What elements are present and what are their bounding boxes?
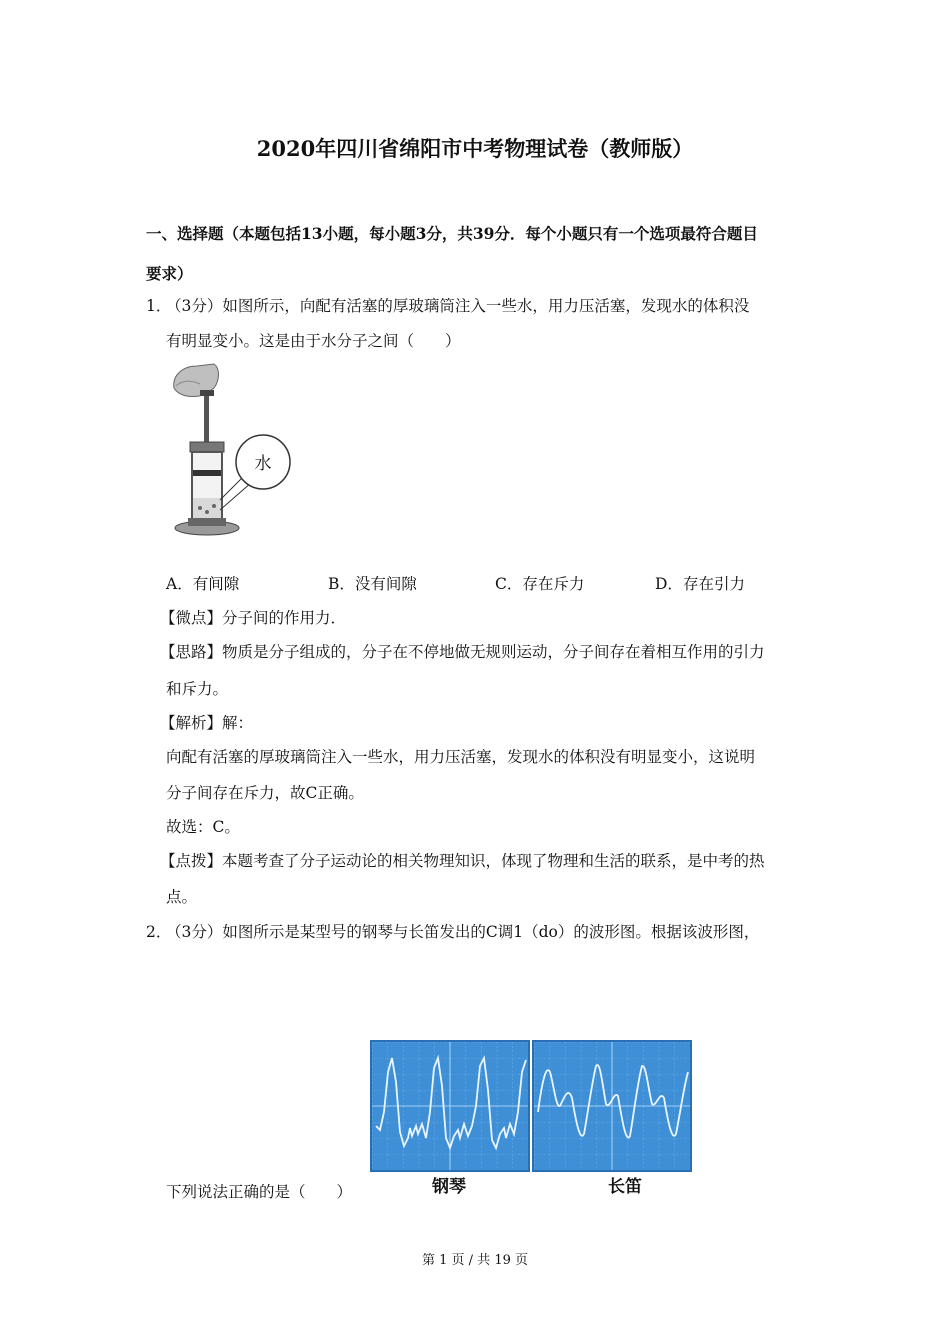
water-label: 水 [254, 454, 272, 474]
section-heading-line1: 一、选择题（本题包括13小题，每小题3分，共39分．每个小题只有一个选项最符合题目 [146, 224, 758, 243]
option-b-text: 没有间隙 [354, 575, 417, 593]
dianbo-line1: 【点拨】本题考查了分子运动论的相关物理知识，体现了物理和生活的联系，是中考的热 [160, 852, 765, 870]
jiexi-line2: 分子间存在斥力，故C正确。 [166, 784, 364, 802]
flute-waveform [534, 1042, 690, 1170]
option-d-key: D． [655, 575, 683, 593]
page-footer: 第 1 页 / 共 19 页 [422, 1253, 528, 1268]
piano-waveform [372, 1042, 528, 1170]
piano-caption: 钢琴 [432, 1177, 466, 1197]
question-2-line2: 下列说法正确的是（ ） [166, 1183, 353, 1201]
option-c [495, 572, 584, 594]
option-d [655, 572, 745, 594]
silu-line1: 【思路】物质是分子组成的，分子在不停地做无规则运动，分子间存在着相互作用的引力 [160, 643, 765, 661]
answer-choice: 故选：C。 [166, 818, 240, 836]
jiexi-line1: 向配有活塞的厚玻璃筒注入一些水，用力压活塞，发现水的体积没有明显变小，这说明 [166, 748, 756, 766]
weidian-line: 【微点】分子间的作用力． [160, 609, 347, 627]
question-1-number: 1． [146, 297, 172, 315]
question-1-line2: 有明显变小。这是由于水分子之间（ ） [166, 332, 461, 350]
flute-caption: 长笛 [608, 1177, 642, 1197]
jiexi-heading: 【解析】解： [160, 714, 254, 732]
question-1-line1: （3分）如图所示，向配有活塞的厚玻璃筒注入一些水，用力压活塞，发现水的体积没 [166, 297, 750, 315]
option-a-key: A． [166, 575, 193, 593]
piston-cylinder-figure [162, 358, 302, 540]
page-title: 2020年四川省绵阳市中考物理试卷（教师版） [256, 136, 694, 161]
piano-waveform-image [370, 1040, 530, 1172]
option-c-key: C． [495, 575, 523, 593]
dianbo-line2: 点。 [166, 888, 198, 906]
flute-waveform-image [532, 1040, 692, 1172]
silu-line2: 和斥力。 [166, 680, 229, 698]
section-heading-line2: 要求） [146, 264, 193, 283]
question-2-number: 2． [146, 923, 172, 941]
option-a [166, 572, 239, 594]
piston-cylinder-diagram [162, 358, 302, 540]
option-b-key: B． [328, 575, 355, 593]
question-2-line1: （3分）如图所示是某型号的钢琴与长笛发出的C调1（do）的波形图。根据该波形图， [166, 923, 760, 941]
option-a-text: 有间隙 [192, 575, 240, 593]
option-b [328, 572, 417, 594]
option-c-text: 存在斥力 [522, 575, 585, 593]
option-d-text: 存在引力 [682, 575, 745, 593]
